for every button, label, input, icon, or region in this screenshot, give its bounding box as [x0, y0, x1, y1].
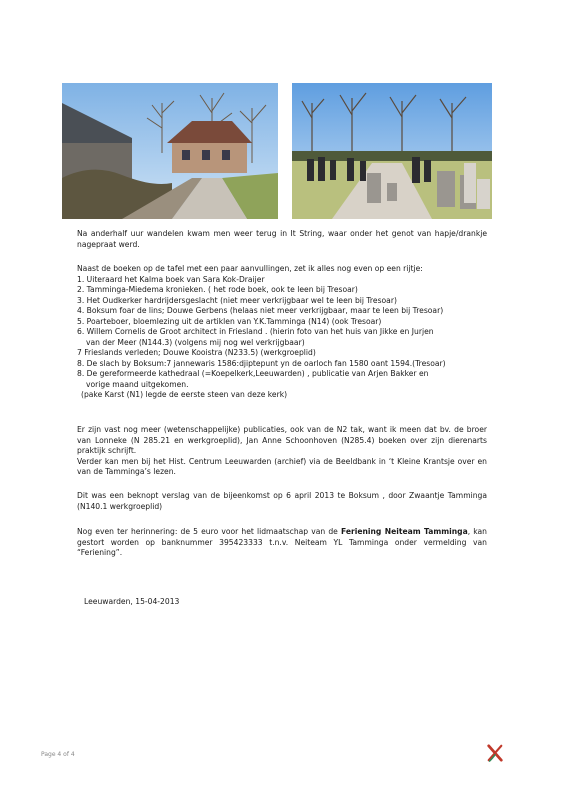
list-item: 5. Poarteboer, bloemlezing uit de artiklen van Y.K.Tamminga (N14) (ook Tresoar) [77, 316, 382, 326]
feriening-name: Feriening Neiteam Tamminga [340, 527, 468, 536]
archief-paragraph: Verder kan men bij het Hist. Centrum Leeuwarden (archief) via de Beeldbank in ‘t Kleine Krantsje over en van de Tamminga’s lezen. [77, 456, 487, 476]
list-item: vorige maand uitgekomen. [86, 379, 189, 389]
list-item: (pake Karst (N1) legde de eerste steen van deze kerk) [81, 390, 288, 399]
list-item: 1. Uiteraard het Kalma boek van Sara Kok-Draijer [77, 274, 265, 284]
x-logo-icon [486, 744, 504, 762]
list-item: van der Meer (N144.3) (volgens mij nog wel verkrijgbaar) [86, 337, 305, 347]
list-item: 7 Frieslands verleden; Douwe Kooistra (N233.5) (werkgroeplid) [77, 348, 316, 357]
list-item: 4. Boksum foar de lins; Douwe Gerbens (helaas niet meer verkrijgbaar, maar te leen bij Tresoar) [77, 306, 444, 315]
photo-garden-path [62, 83, 278, 219]
signature: Leeuwarden, 15-04-2013 [84, 597, 180, 606]
list-item: 8. De gereformeerde kathedraal (=Koepelkerk,Leeuwarden) , publicatie van Arjen Bakker en [77, 369, 429, 378]
photo-cemetery-group [292, 83, 492, 219]
list-item: 8. De slach by Boksum:7 jannewaris 1586:djiptepunt yn de oarloch fan 1580 oant 1594.(Tresoar) [77, 358, 446, 368]
list-item: 2. Tamminga-Miedema kronieken. ( het rode boek, ook te leen bij Tresoar) [77, 285, 358, 294]
books-list [77, 275, 487, 401]
verslag-paragraph: Dit was een beknopt verslag van de bijeenkomst op 6 april 2013 te Boksum , door Zwaantje Tamminga (N140.1 werkgroeplid) [77, 491, 487, 511]
intro-paragraph: Na anderhalf uur wandelen kwam men weer terug in It String, waar onder het genot van hapje/drankje nagepraat werd. [77, 229, 487, 249]
publicaties-paragraph: Er zijn vast nog meer (wetenschappelijke) publicaties, ook van de N2 tak, want ik meen dat bv. de broer van Lonneke (N 285.21 en werkgroeplid), Jan Anne Schoonhoven (N285.4) boeken over zijn dierenarts praktijk schrijft. Verder kan men bij het Hist. Centrum Leeuwarden (archief) via de Beeldbank in ‘t Kleine Krantsje over en van de Tamminga’s lezen. [77, 425, 487, 476]
list-item: 3. Het Oudkerker hardrijdersgeslacht (niet meer verkrijgbaar wel te leen bij Tresoar) [77, 295, 397, 305]
list-item: 6. Willem Cornelis de Groot architect in Friesland . (hierin foto van het huis van Jikke en Jurjen [77, 327, 434, 336]
page-number: Page 4 of 4 [41, 751, 75, 758]
books-intro: Naast de boeken op de tafel met een paar aanvullingen, zet ik alles nog even op een rijtje: [77, 264, 423, 273]
books-section [77, 264, 487, 401]
herinnering-paragraph: Nog even ter herinnering: de 5 euro voor het lidmaatschap van de Feriening Neiteam Tamminga, kan gestort worden op banknummer 395423333 t.n.v. Neiteam YL Tamminga onder vermelding van “Feriening”. [77, 527, 487, 557]
